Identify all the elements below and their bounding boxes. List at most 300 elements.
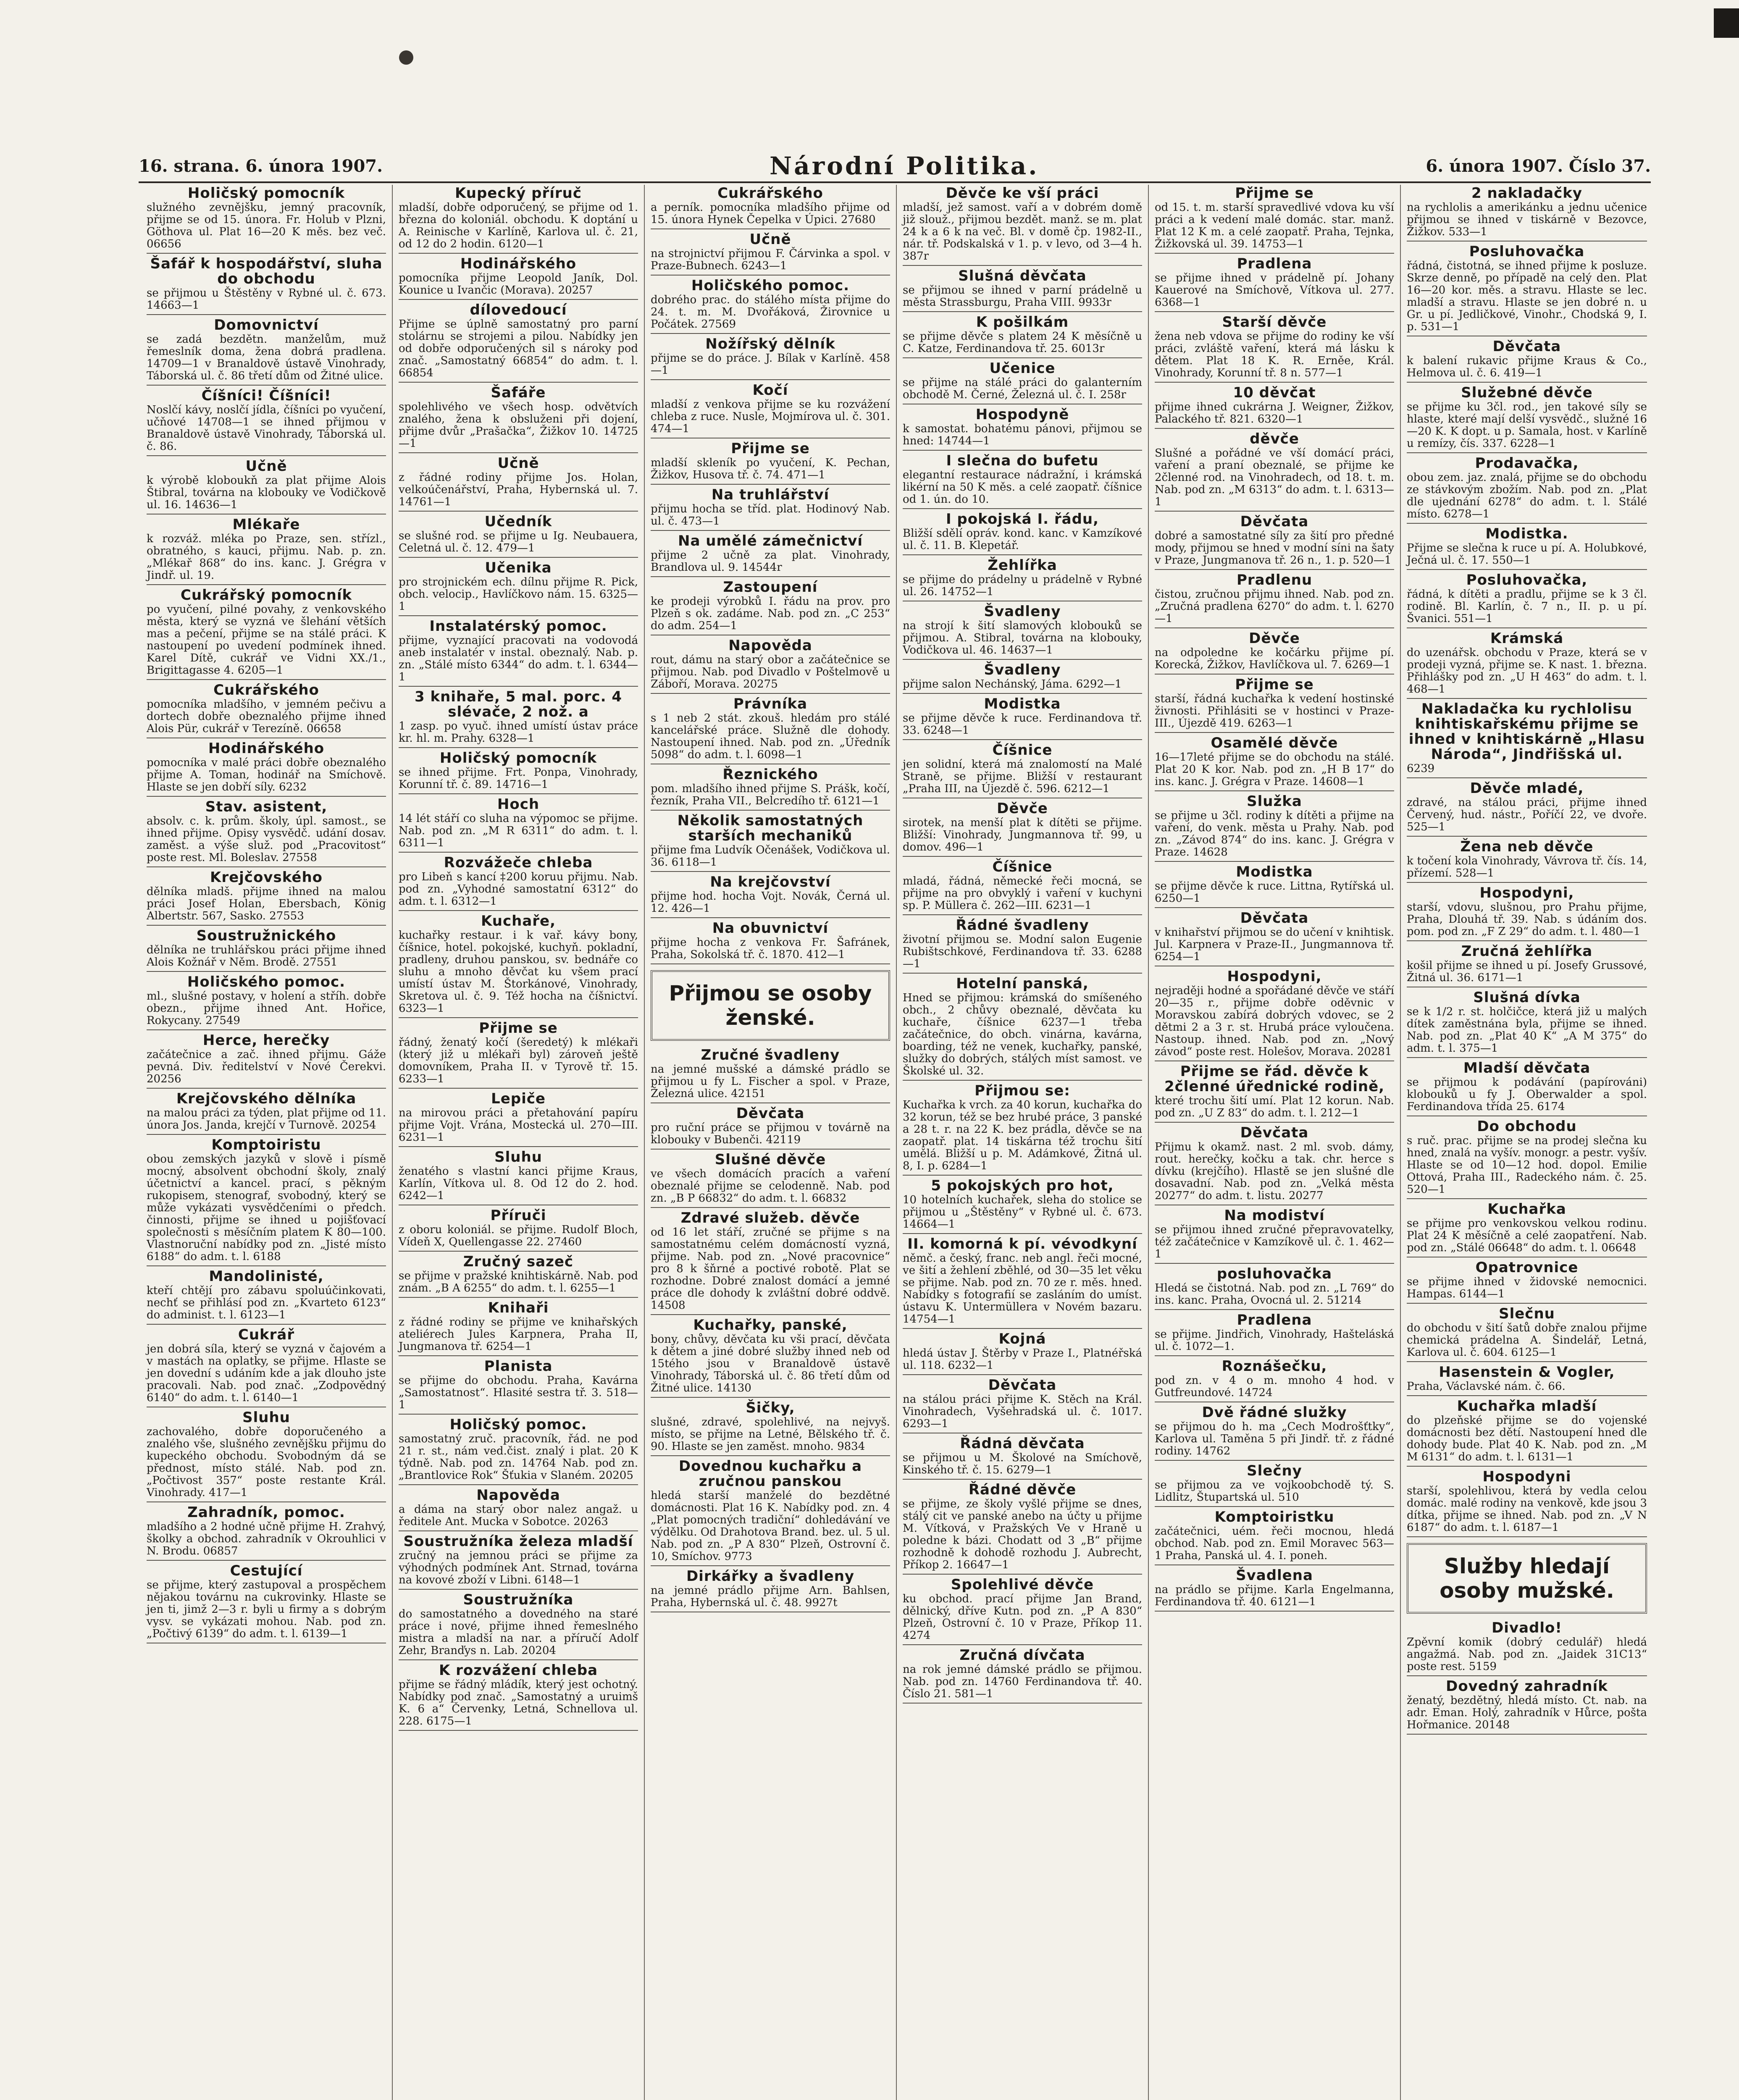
ad-title: Nakladačka ku rychlolisu knihtiskařskému přijme se ihned v knihtiskárně „Hlasu Národa“, Jindřišská ul. <box>1408 701 1645 763</box>
ad-text: do obchodu v šití šatů dobře znalou přijme chemická prádelna A. Šindelář, Letná, Karlova ul. č. 604. 6125—1 <box>1407 1322 1647 1359</box>
classified-ad <box>1155 1358 1394 1402</box>
classified-ad <box>147 255 386 315</box>
ad-text: se přijme, který zastupoval a prospěchem nějakou továrnu na cukrovinky. Hlaste se jen ti, jimž 2—3 r. byli u firmy a s dobrým vysv. se vykázati mohou. Nab. pod zn. „Počtivý 6139“ do adm. t. l. 6139—1 <box>147 1579 386 1640</box>
ad-title: Roznášečku, <box>1222 1358 1327 1375</box>
classified-ad <box>1155 1265 1394 1310</box>
ad-text: na stálou práci přijme K. Stěch na Král. Vinohradech, Vyšehradská ul. č. 1017. 6293—1 <box>903 1393 1142 1430</box>
ad-text: a dáma na starý obor nalez angaž. u ředitele Ant. Mucka v Sobotce. 20263 <box>399 1503 638 1528</box>
classified-ad <box>399 1533 638 1590</box>
classified-ad <box>1155 255 1394 312</box>
column-6 <box>1401 185 1653 2100</box>
ad-text: na strojnictví přijmou F. Čárvinka a spol. v Praze-Bubnech. 6243—1 <box>651 247 890 272</box>
ad-title: Hasenstein & Vogler, <box>1439 1364 1615 1381</box>
ad-text: elegantní restaurace nádražní, i krámská likérní na 50 K měs. a celé zaopatř. číšnice od 1. ún. do 10. <box>903 469 1142 506</box>
ad-title: Děvče <box>1249 630 1300 647</box>
ad-text: pod zn. v 4 o m. mnoho 4 hod. v Gutfreundové. 14724 <box>1155 1374 1394 1399</box>
ad-text: sirotek, na menší plat k dítěti se přijme. Bližší: Vinohrady, Jungmannova tř. 99, u domov. 496—1 <box>903 816 1142 853</box>
ad-title: Kuchařka <box>1487 1201 1566 1218</box>
ad-text: 1 zasp. po vyuč. ihned umístí ústav práce kr. hl. m. Prahy. 6328—1 <box>399 720 638 745</box>
ad-title: děvče <box>1250 430 1299 447</box>
ad-text: ženatého s vlastní kanci přijme Kraus, Karlín, Vítkova ul. 8. Od 12 do 2. hod. 6242—1 <box>399 1165 638 1202</box>
classified-ad <box>147 317 386 386</box>
ad-text: košil přijme se ihned u pí. Josefy Grussové, Žitná ul. 36. 6171—1 <box>1407 959 1647 984</box>
ad-title: Mlékaře <box>232 516 300 533</box>
classified-ad <box>399 1149 638 1205</box>
classified-ad <box>903 742 1142 798</box>
classified-ad <box>1155 910 1394 966</box>
ad-text: ml., slušné postavy, v holení a stříh. dobře obezn., přijme ihned Ant. Hořice, Rokycany. 27549 <box>147 990 386 1027</box>
ad-title: Zručná žehlířka <box>1461 943 1593 960</box>
ad-text: pomocníka v malé práci dobře obeznalého přijme A. Toman, hodinář na Smíchově. Hlaste se jen dobří síly. 6232 <box>147 756 386 793</box>
ad-title: Hodinářského <box>460 255 577 272</box>
classified-ad <box>399 750 638 794</box>
ad-title: K pošilkám <box>976 314 1069 331</box>
classified-ad <box>651 1568 890 1612</box>
classified-ad <box>903 662 1142 694</box>
ad-title: Zručné švadleny <box>701 1047 840 1063</box>
ad-text: s 1 neb 2 stát. zkouš. hledám pro stálé kancelářské práce. Služně dle dohody. Nastoupení ihned. Nab. pod zn. „Úředník 5098“ do adm. t. l. 6098—1 <box>651 712 890 761</box>
classified-ad <box>399 854 638 911</box>
classified-ad <box>147 387 386 456</box>
ad-text: starší, vdovu, slušnou, pro Prahu přijme, Praha, Dlouhá tř. 39. Nab. s údáním dos. pom. pod zn. „F Z 29“ do adm. t. l. 480—1 <box>1407 901 1647 938</box>
ad-title: Stav. asistent, <box>205 798 328 815</box>
classified-ad <box>1407 1468 1647 1537</box>
ad-text: mladší z venkova přijme se ku rozvážení chleba z ruce. Nusle, Mojmírova ul. č. 301. 474—1 <box>651 398 890 435</box>
ad-title: Hospodyně <box>975 406 1069 423</box>
classified-ad <box>1407 1364 1647 1396</box>
ad-title: Komptoiristu <box>211 1137 321 1153</box>
ad-title: Na krejčovství <box>710 874 831 890</box>
ad-text: řádná, čistotná, se ihned přijme k posluze. Skrze denně, po případě na celý den. Plat 16—20 kor. měs. a stravu. Hlaste se lec. mladší a stravu. Hlaste se jen dobré n. u Gr. u pí. Jedličkové, Vinohr., Chodská 9, I. p. 531—1 <box>1407 260 1647 333</box>
ad-text: Přijme se slečna k ruce u pí. A. Holubkové, Ječná ul. č. 17. 550—1 <box>1407 542 1647 567</box>
ad-title: Dirkářky a švadleny <box>686 1568 855 1585</box>
ad-text: se přijme v pražské knihtiskárně. Nab. pod znám. „B A 6255“ do adm. t. l. 6255—1 <box>399 1270 638 1294</box>
classified-ad <box>903 603 1142 660</box>
ad-text: se přijmou u M. Školové na Smíchově, Kinského tř. č. 15. 6279—1 <box>903 1452 1142 1476</box>
ad-text: ke prodeji výrobků I. řádu na prov. pro Plzeň s ok. zadáme. Nab. pod zn. „C 253“ do adm. 254—1 <box>651 595 890 632</box>
ad-text: se přijme děvče s platem 24 K měsíčně u C. Katze, Ferdinandova tř. 25. 6013r <box>903 330 1142 355</box>
classified-ad <box>399 1299 638 1356</box>
classified-ad <box>651 812 890 872</box>
ad-title: Slušná děvčata <box>958 268 1087 284</box>
ad-title: Děvčata <box>736 1105 805 1122</box>
classified-ad <box>399 185 638 254</box>
classified-ad <box>651 382 890 438</box>
classified-ad <box>1155 384 1394 429</box>
ad-text: bony, chůvy, děvčata ku vši prací, děvčata k dětem a jiné dobré služby ihned neb od 15tého jsou v Branaldově ústavě Vinohrady, Táborská ul. č. 86 třetí dům od Žitné ulice. 14130 <box>651 1333 890 1394</box>
classified-ad <box>651 874 890 918</box>
ad-title: Sluhu <box>494 1149 542 1166</box>
section-heading: Přijmou se osoby ženské. <box>651 970 890 1041</box>
classified-ad <box>147 587 386 680</box>
ad-title: Číšnice <box>992 742 1053 759</box>
ad-text: od 15. t. m. starší spravedlivé vdova ku vší práci a k vedení malé domác. star. manž. Plat 12 K m. a celé zaopatř. Praha, Tejnka, Žižkovská ul. 39. 14753—1 <box>1155 201 1394 250</box>
classified-ad <box>903 1177 1142 1234</box>
classified-ad <box>147 516 386 585</box>
classified-ad <box>651 185 890 229</box>
ad-title: Přijme se řád. děvče k 2členné úřednické rodině, <box>1164 1063 1385 1095</box>
classified-ad <box>651 1458 890 1566</box>
classified-ad <box>399 1416 638 1485</box>
ad-title: Kuchaře, <box>481 913 556 929</box>
classified-ad <box>399 1591 638 1660</box>
ad-title: Řádné švadleny <box>956 917 1089 934</box>
classified-ad <box>1407 1620 1647 1676</box>
ad-text: mladšího a 2 hodné učně přijme H. Zrahvý, školky a obchod. zahradník v Okrouhlici v N. Brodu. 06857 <box>147 1520 386 1557</box>
classified-ad <box>651 440 890 485</box>
ad-text: k točení kola Vinohrady, Vávrova tř. čís. 14, přízemí. 528—1 <box>1407 855 1647 879</box>
classified-ad <box>1155 1462 1394 1507</box>
ad-title: Pradlena <box>1237 1312 1312 1328</box>
ad-text: 6239 <box>1407 762 1435 775</box>
ad-title: Číšnice <box>992 858 1053 875</box>
ad-text: které trochu šití umí. Plat 12 korun. Nab. pod zn. „U Z 83“ do adm. t. l. 212—1 <box>1155 1095 1394 1119</box>
ad-title: Rozvážeče chleba <box>444 854 593 871</box>
ad-title: Švadlena <box>1236 1567 1313 1584</box>
ad-text: nejraději hodné a spořádané děvče ve stáří 20—35 r., přijme dobře oděvnic v Moravskou zabírá dobrých vdovec, se 2 dětmi 2 a 3 r. st. Hrubá práce vyloučena. Nastoup. ihned. Nab. pod zn. „Nový závod“ poste rest. Holešov, Morava. 20281 <box>1155 984 1394 1058</box>
classified-ad <box>147 927 386 972</box>
ad-text: se k 1/2 r. st. holčičce, která již u malých dítek zaměstnána byla, přijme se ihned. Nab. pod zn. „Plat 40 K“ „A M 375“ do adm. t. l. 375—1 <box>1407 1005 1647 1055</box>
classified-ad <box>1155 1509 1394 1565</box>
classified-ad <box>1407 1060 1647 1116</box>
ad-title: Děvčata <box>1492 338 1561 355</box>
masthead <box>139 149 1651 183</box>
ad-title: Zdravé služeb. děvče <box>680 1210 860 1226</box>
ad-title: Posluhovačka, <box>1466 572 1588 588</box>
ad-text: Hned se přijmou: krámská do smíšeného obch., 2 chůvy obeznalé, děvčata ku kuchaře, číšnice 6237—1 třeba začátečnice, do obch. vinárna, kavárna, boarding, též ne venek, kuchařky, panské, služky do dobrých, stálých míst samost. ve Školské ul. 32. <box>903 992 1142 1077</box>
classified-ad <box>1155 1063 1394 1123</box>
ad-title: Dvě řádné služky <box>1202 1404 1347 1421</box>
ad-title: Spolehlivé děvče <box>951 1576 1094 1593</box>
ad-text: se přijmou u Štěstěny v Rybné ul. č. 673. 14663—1 <box>147 287 386 312</box>
ad-text: ženatý, bezdětný, hledá místo. Ct. nab. na adr. Eman. Holý, zahradník v Hůrce, pošta Hořmanice. 20148 <box>1407 1694 1647 1731</box>
classified-ad <box>1407 989 1647 1058</box>
classified-ad <box>651 1317 890 1398</box>
classified-ad <box>1407 1678 1647 1735</box>
ad-text: rout, dámu na starý obor a začátečnice se přijmou. Nab. pod Divadlo v Poštelmově u Záboří, Morava. 20275 <box>651 654 890 690</box>
ad-title: Mladší děvčata <box>1463 1060 1591 1076</box>
ad-title: Hospodyni, <box>1227 968 1322 985</box>
classified-ad <box>903 1236 1142 1329</box>
classified-ad <box>1407 455 1647 524</box>
ad-title: 3 knihaře, 5 mal. porc. 4 slévače, 2 nož. a <box>415 688 622 720</box>
classified-ad <box>1155 430 1394 512</box>
ad-title: Do obchodu <box>1477 1118 1577 1135</box>
classified-ad <box>1407 1305 1647 1362</box>
ad-text: Přijmu k okamž. nast. 2 ml. svob. dámy, rout. herečky, kočku a tak. chr. herce s dívku (krejčího). Hlastě se jen slušné dle dosavadní. Nab. pod zn. „Velká města 20277“ do adm. t. listu. 20277 <box>1155 1141 1394 1202</box>
classified-ad <box>147 1326 386 1407</box>
ad-text: se ihned přijme. Frt. Ponpa, Vinohrady, Korunní tř. č. 89. 14716—1 <box>399 766 638 791</box>
classified-ad <box>147 1137 386 1266</box>
classified-ad <box>1155 735 1394 791</box>
ad-title: Slušná dívka <box>1473 989 1581 1006</box>
ad-text: obou zemských jazyků v slově i písmě mocný, absolvent obchodní školy, znalý účetnictví a kancel. prací, s pěkným rukopisem, stenograf, svobodný, který se může vykázati vysvědčeními o předch. činnosti, přijme se ihned u pojišťovací společnosti s měsíčním platem K 80—100. Vlastnoruční nabídky pod zn. „Jisté místo 6188“ do adm. t. l. 6188 <box>147 1153 386 1263</box>
ad-title: Sluhu <box>242 1409 290 1426</box>
ad-title: Komptoiristku <box>1214 1509 1334 1525</box>
page-label: 16. strana. 6. února 1907. <box>139 156 383 176</box>
ad-title: Kočí <box>752 382 788 399</box>
classified-ad <box>147 1090 386 1135</box>
classified-ad <box>651 920 890 964</box>
ad-title: Přijme se <box>1235 185 1314 202</box>
ad-text: kuchařky restaur. i k vař. kávy bony, číšnice, hotel. pokojské, kuchyň. pokladní, pradleny, druhou panskou, sv. bednáře co sluhu a mnoho děvčat ku všem prací umístí ústav M. Štorkánové, Vinohrady, Skretova ul. č. 9. Též hocha na číšnictví. 6323—1 <box>399 929 638 1015</box>
ad-title: Právníka <box>733 696 808 712</box>
classified-ad <box>399 384 638 453</box>
ad-title: Přijme se <box>1235 676 1314 693</box>
ad-title: K rozvážení chleba <box>439 1662 598 1679</box>
newspaper-title: Národní Politika. <box>770 152 1039 180</box>
classified-ad <box>651 533 890 577</box>
ad-title: Napověda <box>728 637 812 654</box>
ad-title: Modistka <box>1236 864 1313 880</box>
ad-text: k výrobě kloboukň za plat přijme Alois Štibral, továrna na klobouky ve Vodičkově ul. 16. 14636—1 <box>147 474 386 511</box>
classified-ad <box>399 1020 638 1089</box>
ad-text: přijme se řádný mládík, který jest ochotný. Nabídky pod znač. „Samostatný a uruimš K. 6 a“ Červenky, Letná, Schnellova ul. 228. 6175—1 <box>399 1678 638 1727</box>
classified-ad <box>1155 1207 1394 1264</box>
ad-text: s ruč. prac. přijme se na prodej slečna ku hned, znalá na vyšív. monogr. a pestr. vyšív. Hlaste se od 10—12 hod. dopol. Emilie Ottová, Praha III., Radeckého nám. č. 25. 520—1 <box>1407 1134 1647 1196</box>
ad-text: k rozváž. mléka po Praze, sen. střízl., obratného, s kauci, přijmu. Nab. p. zn. „Mlékař 868“ do ins. kanc. J. Grégra v Jindř. ul. 19. <box>147 533 386 582</box>
ad-title: Prodavačka, <box>1475 455 1579 472</box>
ad-title: Dovednou kuchařku a zručnou panskou <box>678 1458 862 1490</box>
ad-text: 14 lét stáří co sluha na výpomoc se přijme. Nab. pod zn. „M R 6311“ do adm. t. l. 6311—1 <box>399 812 638 849</box>
ad-text: z oboru koloniál. se přijme. Rudolf Bloch, Vídeň X, Quellengasse 22. 27460 <box>399 1223 638 1248</box>
ad-text: přijme 2 učně za plat. Vinohrady, Brandlova ul. 9. 14544r <box>651 549 890 574</box>
classified-ad <box>147 1409 386 1502</box>
ad-text: od 16 let stáří, zručné se přijme s na samostatnému celém domácností vyzná, přijme. Nab. pod zn. „Nové pracovnice“ pro 8 k šňrné a poctivé robotě. Plat se rozhodne. Dobré znalost domácí a jemné práce dle dohody k zvláštní dobré oddvě. 14508 <box>651 1226 890 1312</box>
classified-ad <box>399 302 638 383</box>
ad-text: pom. mladšího ihned přijme S. Prášk, kočí, řezník, Praha VII., Belcredího tř. 6121—1 <box>651 782 890 807</box>
ad-title: Děvčata <box>1240 910 1309 927</box>
ad-title: Zastoupení <box>723 579 818 596</box>
ad-title: Děvče <box>997 800 1048 817</box>
ad-text: přijme ihned cukrárna J. Weigner, Žižkov, Palackého tř. 821. 6320—1 <box>1155 401 1394 425</box>
ad-title: Kuchařka mladší <box>1457 1398 1597 1415</box>
ad-text: přijme salon Nechánský, Jáma. 6292—1 <box>903 678 1122 690</box>
classified-ad <box>651 579 890 635</box>
ad-text: němč. a český, franc. neb angl. řeči mocné, ve šití a žehlení zběhlé, od 30—35 let věku se přijme. Nab. pod zn. 70 ze r. měs. hned. Nabídky s fotografií se zasláním do umíst. ústavu K. Untermüllera v Novém bazaru. 14754—1 <box>903 1252 1142 1326</box>
ad-text: do samostatného a dovedného na staré práce i nové, přijme ihned řemeslného mistra a mladší na nar. a příručí Adolf Zehr, Branďys n. Lab. 20204 <box>399 1608 638 1657</box>
ad-text: starší, řádná kuchařka k vedení hostinské živnosti. Přihlásiti se v hostinci v Praze-III., Újezdě 419. 6263—1 <box>1155 693 1394 730</box>
ad-title: Děvčata <box>1240 1124 1309 1141</box>
ad-text: řádná, k dítěti a pradlu, přijme se k 3 čl. rodině. Bl. Karlín, č. 7 n., II. p. u pí. Švanici. 551—1 <box>1407 588 1647 625</box>
classified-ad <box>651 277 890 334</box>
classified-ad <box>1155 1312 1394 1356</box>
ad-text: mladší skleník po vyučení, K. Pechan, Žižkov, Husova tř. č. 74. 471—1 <box>651 457 890 481</box>
ad-title: II. komorná k pí. vévodkyní <box>907 1236 1137 1252</box>
classified-ad <box>651 766 890 811</box>
ad-title: Opatrovnice <box>1475 1259 1579 1276</box>
classified-ad <box>147 740 386 797</box>
binding-hole <box>399 50 413 65</box>
ad-title: Holičského pomoc. <box>691 277 850 294</box>
classified-ad <box>1407 1118 1647 1199</box>
ad-text: jen dobrá síla, který se vyzná v čajovém a v mastách na oplatky, se přijme. Hlaste se jen dovední s udáním kde a jak dlouho jste pracovali. Nab. pod znač. „Zodpovědný 6140“ do adm. t. l. 6140—1 <box>147 1343 386 1404</box>
classified-ad <box>1407 384 1647 453</box>
ad-text: čistou, zručnou přijmu ihned. Nab. pod zn. „Zručná pradlena 6270“ do adm. t. l. 6270—1 <box>1155 588 1394 625</box>
classified-ad <box>1407 185 1647 242</box>
ad-title: I slečna do bufetu <box>946 452 1099 469</box>
classified-ad <box>1407 525 1647 570</box>
ad-title: Řádné děvče <box>968 1481 1077 1498</box>
ad-title: Napověda <box>476 1487 560 1504</box>
classified-ad <box>1155 864 1394 908</box>
classified-ad <box>903 1576 1142 1645</box>
ad-title: Učenika <box>485 559 552 576</box>
ad-text: kteří chtějí pro zábavu spoluúčinkovati, nechť se přihlásí pod zn. „Kvarteto 6123“ do administ. t. l. 6123—1 <box>147 1284 386 1321</box>
masthead-rule <box>139 181 1651 183</box>
ad-title: Soustružníka železa mladší <box>403 1533 633 1550</box>
classified-ad <box>1407 701 1647 778</box>
ad-title: Učně <box>497 455 539 472</box>
ad-title: Zručná dívčata <box>959 1647 1085 1664</box>
classified-ad <box>399 255 638 300</box>
ad-title: Učedník <box>484 513 552 530</box>
ad-text: na mirovou práci a přetahování papíru přijme Vojt. Vrána, Mostecká ul. 270—III. 6231—1 <box>399 1107 638 1144</box>
ad-text: se přijme do obchodu. Praha, Kavárna „Samostatnost“. Hlasité sestra tř. 3. 518—1 <box>399 1374 638 1411</box>
classified-ad <box>147 458 386 514</box>
ad-title: Kuchařky, panské, <box>693 1317 848 1334</box>
classified-ad <box>651 1047 890 1103</box>
classified-ad <box>903 975 1142 1081</box>
ad-title: Modistka <box>984 696 1061 712</box>
ad-title: Domovnictví <box>214 317 319 333</box>
ad-text: se přijmou k podávání (papírováni) klobouků u fy J. Oberwalder a spol. Ferdinandova třída 25. 6174 <box>1407 1076 1647 1113</box>
ad-text: se přijme u 3čl. rodiny k dítěti a přijme na vaření, do venk. města u Prahy. Nab. pod zn. „Závod 874“ do ins. kanc. J. Grégra v Praze. 14628 <box>1155 809 1394 858</box>
classified-ad <box>903 360 1142 404</box>
ad-text: se přijme děvče k ruce. Littna, Rytířská ul. 6250—1 <box>1155 880 1394 905</box>
classified-ad <box>147 1268 386 1325</box>
ad-title: posluhovačka <box>1216 1265 1332 1282</box>
ad-title: Herce, herečky <box>202 1032 330 1049</box>
ad-text: na prádlo se přijme. Karla Engelmanna, Ferdinandova tř. 40. 6121—1 <box>1155 1583 1394 1608</box>
classified-ad <box>1155 572 1394 628</box>
classified-ad <box>1155 1567 1394 1612</box>
ad-text: 16—17leté přijme se do obchodu na stálé. Plat 20 K kor. Nab. pod zn. „H B 17“ do ins. kanc. J. Grégra v Praze. 14608—1 <box>1155 751 1394 788</box>
ad-title: Na modiství <box>1224 1207 1325 1224</box>
ad-text: zručný na jemnou práci se přijme za výhodných podmínek Ant. Strnad, továrna na kovové zboží v Libni. 6148—1 <box>399 1549 638 1586</box>
ad-text: absolv. c. k. prům. školy, úpl. samost., se ihned přijme. Opisy vysvědč. udání dosav. zaměst. a výše služ. pod „Pracovitost“ poste rest. Ml. Boleslav. 27558 <box>147 815 386 864</box>
ad-title: Šafář k hospodářství, sluha do obchodu <box>150 255 383 287</box>
date-number: 6. února 1907. Číslo 37. <box>1426 156 1651 176</box>
ad-title: 10 děvčat <box>1233 384 1316 401</box>
ad-title: Soustružnického <box>196 927 336 944</box>
ad-text: řádný, ženatý kočí (šeredetý) k mlékaři (který již u mlékaři byl) zároveň ještě domovníkem, Praha II. v Tyrově tř. 15. 6233—1 <box>399 1036 638 1085</box>
ad-text: z řádné rodiny přijme Jos. Holan, velkoúčenářství, Praha, Hybernská ul. 7. 14761—1 <box>399 471 638 508</box>
classified-ad <box>1155 630 1394 675</box>
classified-ad <box>399 688 638 748</box>
ad-title: Dovedný zahradník <box>1446 1678 1608 1695</box>
ad-text: Zpěvní komik (dobrý cedulář) hledá angažmá. Nab. pod zn. „Jaidek 31C13“ poste rest. 5159 <box>1407 1636 1647 1673</box>
ad-text: začátečnice a zač. ihned přijmu. Gáže pevná. Div. ředitelství v Nové Čerekvi. 20256 <box>147 1048 386 1085</box>
classified-ad <box>399 1662 638 1731</box>
ad-text: se přijme, ze školy vyšlé přijme se dnes, stálý cit ve panské anebo na účty u přijme M. Vítková, v Pražských Ve v Hraně u poledne k bázi. Chodatt od 3 „B“ přijme rozhodně k dohodě rozhodu J. Aubrecht, Příkop 2. 16647—1 <box>903 1498 1142 1571</box>
ad-text: se přijme ihned v židovské nemocnici. Hampas. 6144—1 <box>1407 1276 1647 1300</box>
classified-ad <box>399 796 638 853</box>
ad-text: Přijme se úplně samostatný pro parní stolárnu se strojemi a pilou. Nabídky jen od dobře odporučených sil s nároky pod znač. „Samostatný 66854“ do adm. t. l. 66854 <box>399 318 638 379</box>
ad-title: Řádná děvčata <box>960 1435 1085 1452</box>
ad-text: 10 hotelních kuchařek, sleha do stolice se přijmou u „Štěstěny“ v Rybné ul. č. 673. 14664—1 <box>903 1194 1142 1231</box>
ad-title: Děvče mladé, <box>1470 780 1584 797</box>
ad-text: na jemné prádlo přijme Arn. Bahlsen, Praha, Hybernská ul. č. 48. 9927t <box>651 1584 890 1609</box>
column-4 <box>897 185 1149 2100</box>
ad-title: Holičský pomocník <box>439 750 597 766</box>
section-heading: Služby hledají osoby mužské. <box>1407 1543 1647 1614</box>
ad-title: Pradlena <box>1237 255 1312 272</box>
ad-title: Hospodyni <box>1482 1468 1571 1485</box>
ad-title: Žena neb děvče <box>1460 838 1594 855</box>
ad-text: na rychlolis a amerikánku a jednu učenice přijmou se ihned v tiskárně v Bezovce, Žižkov. 533—1 <box>1407 201 1647 238</box>
classified-ad <box>903 1377 1142 1433</box>
ad-title: Planista <box>484 1358 553 1375</box>
ad-title: Přijmou se: <box>975 1082 1070 1099</box>
classified-ad <box>1155 185 1394 254</box>
ad-text: se zadá bezdětn. manželům, muž řemeslník doma, žena dobrá pradlena. 14709—1 v Branaldově ústavě Vinohrady, Táborská ul. č. 86 třetí dům od Žitné ulice. <box>147 333 386 382</box>
ad-title: Nožířský dělník <box>705 336 835 352</box>
ad-title: Šafáře <box>491 384 546 401</box>
ad-title: Slečnu <box>1499 1305 1555 1322</box>
classified-ad <box>399 1207 638 1252</box>
ad-title: 2 nakladačky <box>1471 185 1583 202</box>
classified-ad <box>147 1562 386 1643</box>
ad-title: Řeznického <box>722 766 818 783</box>
classified-ad <box>399 1487 638 1531</box>
ad-text: a perník. pomocníka mladšího přijme od 15. února Hynek Čepelka v Úpici. 27680 <box>651 201 890 226</box>
ad-text: hledá ústav J. Štěrby v Praze I., Platnéřská ul. 118. 6232—1 <box>903 1347 1142 1372</box>
ad-title: Cukrářského <box>717 185 823 202</box>
ad-text: ku obchod. prací přijme Jan Brand, dělnický, dříve Kutn. pod zn. „P A 830“ Plzeň, Ostrovní č. 10 v Praze, Příkop 11. 4274 <box>903 1593 1142 1642</box>
classified-ad <box>903 406 1142 451</box>
ad-title: Divadlo! <box>1492 1620 1562 1636</box>
ad-title: Na umělé zámečnictví <box>678 533 863 549</box>
classified-ad <box>1407 572 1647 628</box>
classified-ad <box>903 696 1142 740</box>
classified-ad <box>399 559 638 616</box>
ad-title: Zahradník, pomoc. <box>187 1504 345 1521</box>
ad-text: Slušné a pořádné ve vší domácí práci, vaření a praní obeznalé, se přijme ke 2členné rod. na Vinohradech, od 18. t. m. Nab. pod zn. „M 6313“ do adm. t. l. 6313—1 <box>1155 447 1394 508</box>
classified-ad <box>399 913 638 1018</box>
ad-title: Švadleny <box>984 603 1061 620</box>
ad-text: se přijme děvče k ruce. Ferdinandova tř. 33. 6248—1 <box>903 712 1142 737</box>
ad-text: Noslčí kávy, noslčí jídla, číšníci po vyučení, učňové 14708—1 se ihned přijmou v Branaldově ústavě Vinohrady, Táborská ul. č. 86. <box>147 404 386 453</box>
ad-title: 5 pokojských pro hot, <box>931 1177 1114 1194</box>
ad-text: se přijme ihned v prádelně pí. Johany Kauerové na Smíchově, Vítkova ul. 277. 6368—1 <box>1155 272 1394 309</box>
ad-title: Slečny <box>1247 1462 1302 1479</box>
ad-text: obou zem. jaz. znalá, přijme se do obchodu ze stávkovým zbožím. Nab. pod zn. „Plat dle ujednání 6278“ do adm. t. l. Stálé místo. 6278—1 <box>1407 471 1647 520</box>
ad-text: dělníka ne truhlářskou práci přijme ihned Alois Kožnář v Něm. Brodě. 27551 <box>147 944 386 969</box>
classified-ad <box>1407 630 1647 699</box>
classified-ad <box>147 682 386 738</box>
classified-ad <box>399 1358 638 1415</box>
ad-title: Přijme se <box>731 440 810 457</box>
ad-title: Hodinářského <box>208 740 325 757</box>
column-1 <box>141 185 393 2100</box>
ad-title: Krámská <box>1490 630 1564 647</box>
classified-ad <box>399 1090 638 1147</box>
ad-text: mladší, jež samost. vaří a v dobrém domě již slouž., přijmou bezdět. manž. se m. plat 24 k a 6 k na več. Bl. v domě čp. 1982-II., nár. tř. Podskalská v 1. p. v levo, od 3—4 h. 387r <box>903 201 1142 262</box>
ad-text: přijme hocha z venkova Fr. Šafránek, Praha, Sokolská tř. č. 1870. 412—1 <box>651 936 890 961</box>
classified-ad <box>903 800 1142 857</box>
ad-text: na strojí k šití slamových klobouků se přijmou. A. Stibral, továrna na klobouky, Vodičkova ul. 46. 14637—1 <box>903 620 1142 656</box>
ad-title: Příruči <box>490 1207 546 1224</box>
ad-text: ve všech domácích pracích a vaření obeznalé přijme se celodenně. Nab. pod zn. „B P 66832“ do adm. t. l. 66832 <box>651 1168 890 1205</box>
ad-text: pro strojnickém ech. dílnu přijme R. Pick, obch. velocip., Havlíčkovo nám. 15. 6325—1 <box>399 576 638 613</box>
ad-title: Žehlířka <box>988 557 1057 574</box>
classified-columns <box>141 185 1653 2100</box>
ad-title: Lepiče <box>491 1090 546 1107</box>
column-2 <box>393 185 645 2100</box>
classified-ad <box>147 1032 386 1089</box>
classified-ad <box>1155 1124 1394 1205</box>
